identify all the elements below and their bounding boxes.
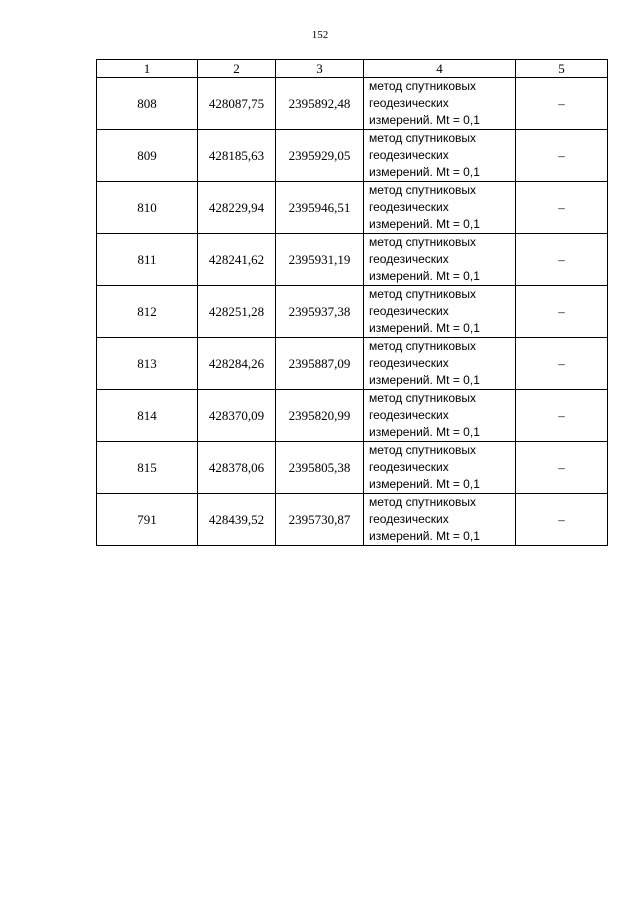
x-coordinate-cell: 428185,63 — [198, 130, 276, 182]
method-line-1: метод спутниковых — [369, 443, 477, 457]
note-cell: – — [516, 286, 608, 338]
header-col-2: 2 — [198, 60, 276, 78]
y-coordinate-cell: 2395887,09 — [276, 338, 364, 390]
y-coordinate-cell: 2395820,99 — [276, 390, 364, 442]
point-id-cell: 809 — [97, 130, 198, 182]
x-coordinate-cell: 428439,52 — [198, 494, 276, 546]
method-line-3: измерений. Mt = 0,1 — [369, 321, 480, 335]
point-id-cell: 811 — [97, 234, 198, 286]
table-header-row — [97, 60, 608, 78]
method-cell — [364, 182, 516, 234]
y-coordinate-cell: 2395929,05 — [276, 130, 364, 182]
x-coordinate-cell: 428378,06 — [198, 442, 276, 494]
point-id-cell: 813 — [97, 338, 198, 390]
note-cell: – — [516, 234, 608, 286]
table-row — [97, 78, 608, 130]
x-coordinate-cell: 428284,26 — [198, 338, 276, 390]
method-line-3: измерений. Mt = 0,1 — [369, 529, 480, 543]
y-coordinate-cell: 2395937,38 — [276, 286, 364, 338]
x-coordinate-cell: 428241,62 — [198, 234, 276, 286]
method-cell — [364, 130, 516, 182]
note-cell: – — [516, 390, 608, 442]
note-cell: – — [516, 442, 608, 494]
method-line-2: геодезических — [369, 148, 449, 162]
note-cell: – — [516, 182, 608, 234]
method-line-2: геодезических — [369, 304, 449, 318]
method-line-1: метод спутниковых — [369, 79, 477, 93]
method-cell — [364, 494, 516, 546]
table-row — [97, 390, 608, 442]
method-line-2: геодезических — [369, 460, 449, 474]
point-id-cell: 808 — [97, 78, 198, 130]
table-row — [97, 182, 608, 234]
y-coordinate-cell: 2395931,19 — [276, 234, 364, 286]
y-coordinate-cell: 2395946,51 — [276, 182, 364, 234]
method-line-2: геодезических — [369, 408, 449, 422]
table-row — [97, 338, 608, 390]
method-cell — [364, 234, 516, 286]
table-row — [97, 130, 608, 182]
note-cell: – — [516, 78, 608, 130]
method-cell — [364, 442, 516, 494]
method-line-3: измерений. Mt = 0,1 — [369, 425, 480, 439]
method-line-2: геодезических — [369, 512, 449, 526]
method-line-2: геодезических — [369, 252, 449, 266]
header-col-5: 5 — [516, 60, 608, 78]
method-line-1: метод спутниковых — [369, 287, 477, 301]
method-line-2: геодезических — [369, 96, 449, 110]
method-cell — [364, 338, 516, 390]
table-row — [97, 494, 608, 546]
table-row — [97, 442, 608, 494]
x-coordinate-cell: 428370,09 — [198, 390, 276, 442]
table-row — [97, 286, 608, 338]
x-coordinate-cell: 428229,94 — [198, 182, 276, 234]
x-coordinate-cell: 428087,75 — [198, 78, 276, 130]
method-line-3: измерений. Mt = 0,1 — [369, 373, 480, 387]
note-cell: – — [516, 130, 608, 182]
header-col-3: 3 — [276, 60, 364, 78]
method-line-3: измерений. Mt = 0,1 — [369, 269, 480, 283]
method-line-3: измерений. Mt = 0,1 — [369, 477, 480, 491]
method-line-3: измерений. Mt = 0,1 — [369, 217, 480, 231]
note-cell: – — [516, 338, 608, 390]
x-coordinate-cell: 428251,28 — [198, 286, 276, 338]
header-col-4: 4 — [364, 60, 516, 78]
header-col-1: 1 — [97, 60, 198, 78]
method-cell — [364, 390, 516, 442]
method-line-3: измерений. Mt = 0,1 — [369, 165, 480, 179]
point-id-cell: 791 — [97, 494, 198, 546]
method-line-1: метод спутниковых — [369, 235, 477, 249]
method-cell — [364, 286, 516, 338]
method-line-1: метод спутниковых — [369, 131, 477, 145]
page-number: 152 — [311, 29, 329, 41]
coordinates-table — [96, 59, 608, 546]
method-cell — [364, 78, 516, 130]
point-id-cell: 812 — [97, 286, 198, 338]
y-coordinate-cell: 2395730,87 — [276, 494, 364, 546]
method-line-1: метод спутниковых — [369, 495, 477, 509]
method-line-1: метод спутниковых — [369, 339, 477, 353]
y-coordinate-cell: 2395805,38 — [276, 442, 364, 494]
point-id-cell: 810 — [97, 182, 198, 234]
table-row — [97, 234, 608, 286]
method-line-3: измерений. Mt = 0,1 — [369, 113, 480, 127]
y-coordinate-cell: 2395892,48 — [276, 78, 364, 130]
method-line-2: геодезических — [369, 356, 449, 370]
method-line-1: метод спутниковых — [369, 391, 477, 405]
note-cell: – — [516, 494, 608, 546]
method-line-2: геодезических — [369, 200, 449, 214]
point-id-cell: 815 — [97, 442, 198, 494]
point-id-cell: 814 — [97, 390, 198, 442]
method-line-1: метод спутниковых — [369, 183, 477, 197]
